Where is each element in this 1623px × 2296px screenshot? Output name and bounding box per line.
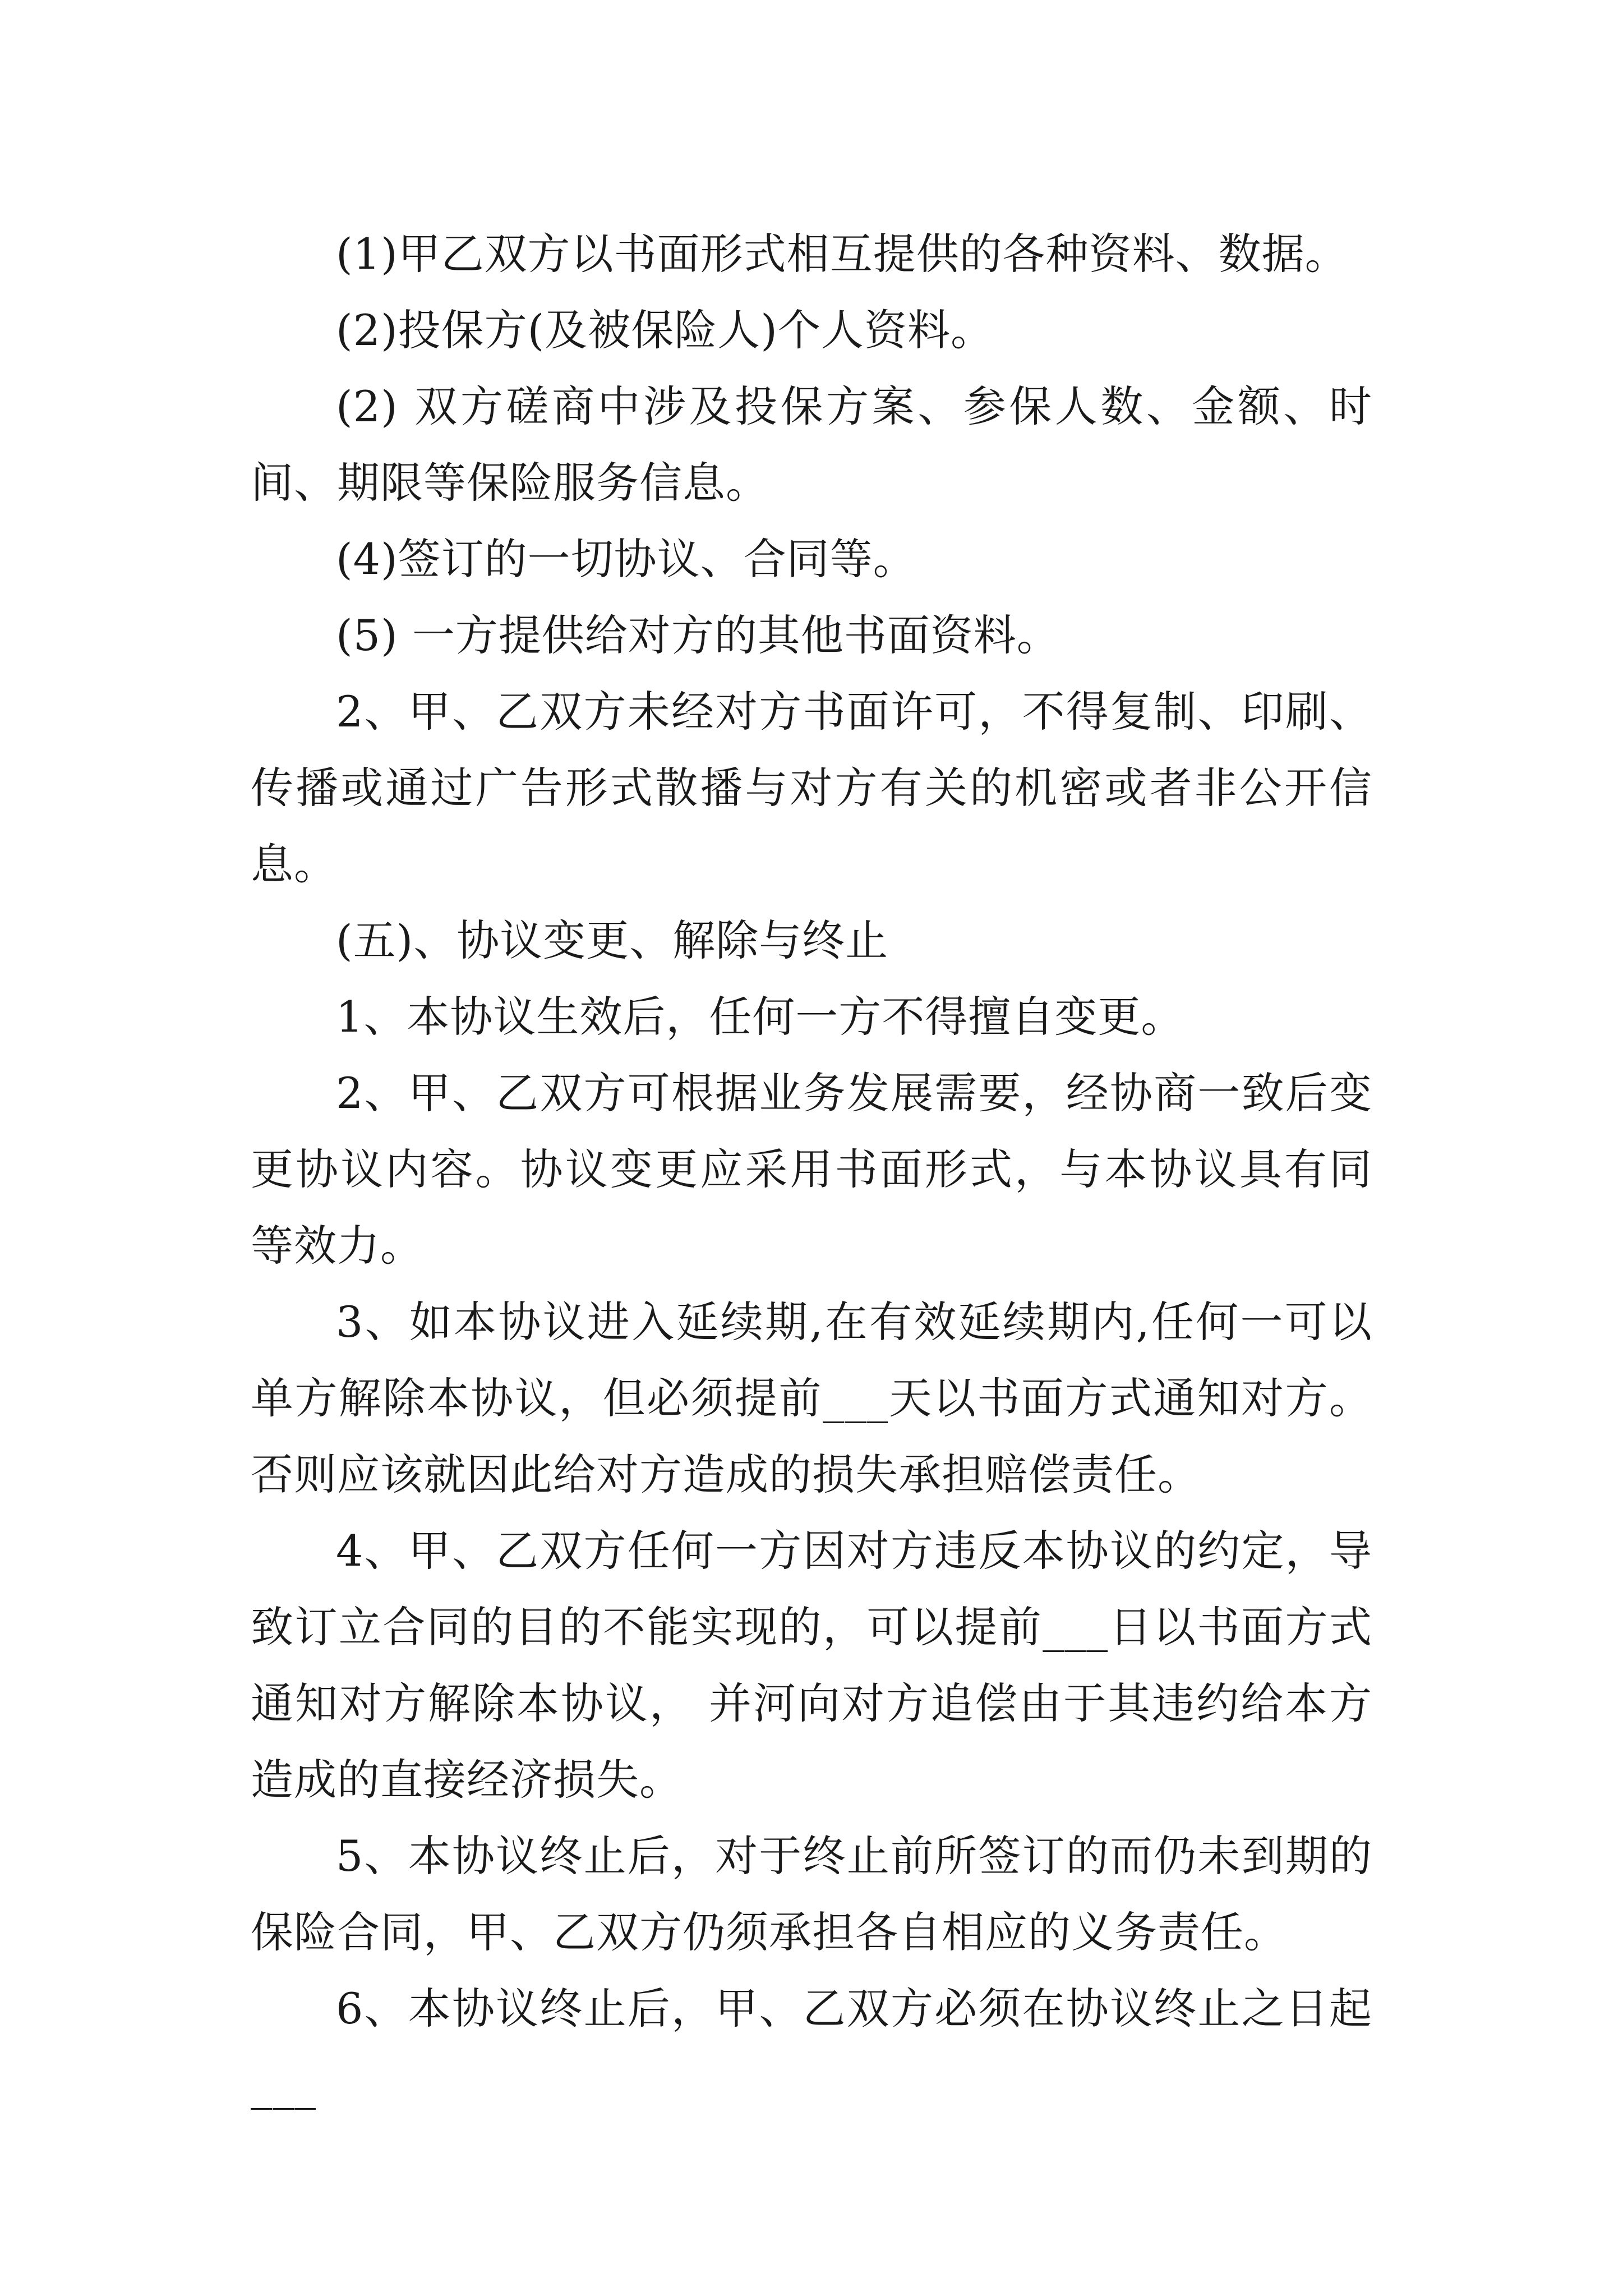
paragraph: 2、甲、乙双方可根据业务发展需要，经协商一致后变更协议内容。协议变更应采用书面形式，与本协议具有同等效力。: [251, 1068, 1372, 1271]
paragraph: (4)签订的一切协议、合同等。: [336, 534, 916, 584]
paragraph: 2、甲、乙双方未经对方书面许可，不得复制、印刷、传播或通过广告形式散播与对方有关的机密或者非公开信息。: [251, 687, 1372, 889]
paragraph: (5) 一方提供给对方的其他书面资料。: [336, 610, 1060, 660]
paragraph: 5、本协议终止后，对于终止前所签订的而仍未到期的保险合同，甲、乙双方仍须承担各自相应的义务责任。: [251, 1831, 1372, 1957]
section-heading: (五)、协议变更、解除与终止: [336, 915, 889, 965]
paragraph: (2)投保方(及被保险人)个人资料。: [336, 305, 994, 355]
paragraph: (1)甲乙双方以书面形式相互提供的各种资料、数据。: [336, 229, 1348, 279]
paragraph: 6、本协议终止后，甲、乙双方必须在协议终止之日起___: [251, 1984, 1372, 2110]
document-body: [251, 216, 1372, 2123]
paragraph: 3、如本协议进入延续期,在有效延续期内,任何一可以单方解除本协议，但必须提前___天以书面方式通知对方。否则应该就因此给对方造成的损失承担赔偿责任。: [251, 1297, 1372, 1499]
paragraph: (2) 双方磋商中涉及投保方案、参保人数、金额、时间、期限等保险服务信息。: [251, 381, 1372, 508]
paragraph: 4、甲、乙双方任何一方因对方违反本协议的约定，导致订立合同的目的不能实现的，可以提前___日以书面方式通知对方解除本协议， 并河向对方追偿由于其违约给本方造成的直接经济损失。: [251, 1526, 1372, 1805]
paragraph: 1、本协议生效后，任何一方不得擅自变更。: [336, 992, 1184, 1042]
